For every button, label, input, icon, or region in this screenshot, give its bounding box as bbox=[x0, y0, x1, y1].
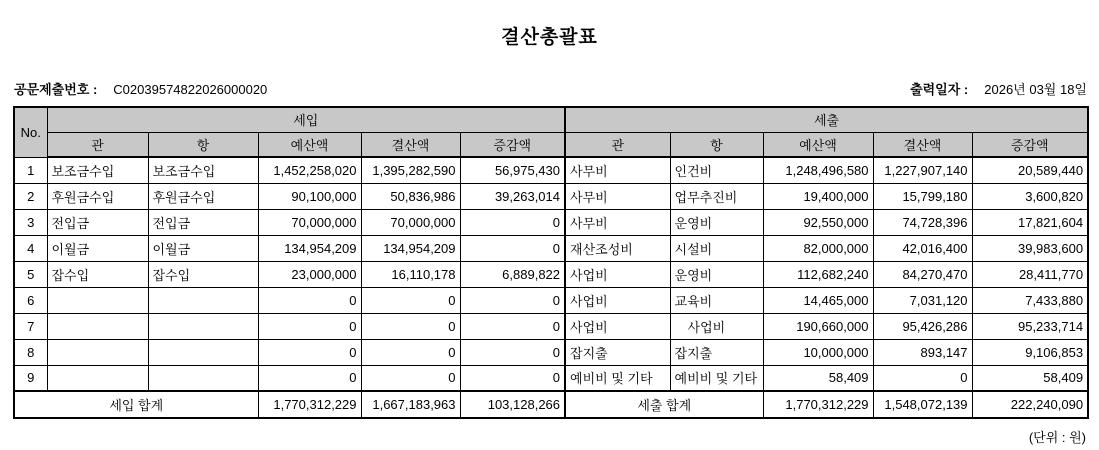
table-footer bbox=[14, 391, 1088, 418]
print-date-value: 2026년 03월 18일 bbox=[984, 82, 1087, 97]
revenue-group-header: 세입 bbox=[47, 107, 565, 132]
rev-hang-cell bbox=[148, 287, 258, 313]
rev-settlement-header: 결산액 bbox=[361, 132, 460, 157]
exp-gwan-cell: 재산조성비 bbox=[565, 235, 670, 261]
rev-settlement-cell: 50,836,986 bbox=[361, 183, 460, 209]
exp-hang-cell: 예비비 및 기타 bbox=[670, 365, 763, 391]
rev-gwan-cell: 보조금수입 bbox=[47, 157, 148, 183]
revenue-total-settlement: 1,667,183,963 bbox=[361, 391, 460, 418]
row-no-cell: 7 bbox=[14, 313, 47, 339]
exp-hang-cell: 운영비 bbox=[670, 209, 763, 235]
rev-diff-header: 증감액 bbox=[460, 132, 565, 157]
table-row bbox=[14, 183, 1088, 209]
exp-hang-cell: 잡지출 bbox=[670, 339, 763, 365]
rev-hang-header: 항 bbox=[148, 132, 258, 157]
rev-diff-cell: 0 bbox=[460, 209, 565, 235]
exp-hang-cell: 인건비 bbox=[670, 157, 763, 183]
exp-settlement-cell: 95,426,286 bbox=[873, 313, 972, 339]
exp-settlement-header: 결산액 bbox=[873, 132, 972, 157]
exp-hang-cell: 시설비 bbox=[670, 235, 763, 261]
doc-number bbox=[14, 79, 267, 98]
meta-row bbox=[14, 79, 1087, 98]
row-no-cell: 2 bbox=[14, 183, 47, 209]
unit-note: (단위 : 원) bbox=[1028, 430, 1086, 445]
doc-number-label: 공문제출번호 : bbox=[14, 82, 98, 97]
rev-budget-cell: 23,000,000 bbox=[258, 261, 361, 287]
page-title: 결산총괄표 bbox=[501, 27, 598, 48]
expense-total-label: 세출 합계 bbox=[565, 391, 763, 418]
expense-group-header: 세출 bbox=[565, 107, 1088, 132]
rev-budget-cell: 0 bbox=[258, 313, 361, 339]
rev-hang-cell: 이월금 bbox=[148, 235, 258, 261]
rev-settlement-cell: 70,000,000 bbox=[361, 209, 460, 235]
rev-gwan-cell bbox=[47, 365, 148, 391]
exp-settlement-cell: 893,147 bbox=[873, 339, 972, 365]
exp-hang-header: 항 bbox=[670, 132, 763, 157]
rev-gwan-cell bbox=[47, 313, 148, 339]
rev-diff-cell: 6,889,822 bbox=[460, 261, 565, 287]
rev-diff-cell: 0 bbox=[460, 339, 565, 365]
rev-hang-cell bbox=[148, 339, 258, 365]
rev-diff-cell: 0 bbox=[460, 235, 565, 261]
rev-budget-header: 예산액 bbox=[258, 132, 361, 157]
rev-settlement-cell: 16,110,178 bbox=[361, 261, 460, 287]
exp-gwan-cell: 사무비 bbox=[565, 157, 670, 183]
table-header bbox=[14, 107, 1088, 157]
exp-gwan-cell: 잡지출 bbox=[565, 339, 670, 365]
rev-hang-cell: 보조금수입 bbox=[148, 157, 258, 183]
exp-diff-cell: 58,409 bbox=[972, 365, 1088, 391]
rev-budget-cell: 1,452,258,020 bbox=[258, 157, 361, 183]
exp-diff-header: 증감액 bbox=[972, 132, 1088, 157]
exp-gwan-header: 관 bbox=[565, 132, 670, 157]
exp-hang-cell: 업무추진비 bbox=[670, 183, 763, 209]
expense-total-diff: 222,240,090 bbox=[972, 391, 1088, 418]
print-date-label: 출력일자 : bbox=[910, 82, 969, 97]
table-row bbox=[14, 365, 1088, 391]
exp-hang-cell: 사업비 bbox=[670, 313, 763, 339]
exp-gwan-cell: 예비비 및 기타 bbox=[565, 365, 670, 391]
exp-settlement-cell: 1,227,907,140 bbox=[873, 157, 972, 183]
group-header-row bbox=[14, 107, 1088, 132]
rev-diff-cell: 0 bbox=[460, 365, 565, 391]
exp-budget-header: 예산액 bbox=[763, 132, 873, 157]
rev-gwan-cell: 이월금 bbox=[47, 235, 148, 261]
exp-budget-cell: 112,682,240 bbox=[763, 261, 873, 287]
exp-diff-cell: 20,589,440 bbox=[972, 157, 1088, 183]
rev-gwan-cell bbox=[47, 287, 148, 313]
revenue-total-budget: 1,770,312,229 bbox=[258, 391, 361, 418]
table-row bbox=[14, 287, 1088, 313]
rev-gwan-cell: 잡수입 bbox=[47, 261, 148, 287]
exp-budget-cell: 190,660,000 bbox=[763, 313, 873, 339]
exp-diff-cell: 17,821,604 bbox=[972, 209, 1088, 235]
row-no-cell: 4 bbox=[14, 235, 47, 261]
row-no-cell: 1 bbox=[14, 157, 47, 183]
exp-gwan-cell: 사업비 bbox=[565, 313, 670, 339]
exp-budget-cell: 14,465,000 bbox=[763, 287, 873, 313]
rev-settlement-cell: 1,395,282,590 bbox=[361, 157, 460, 183]
exp-settlement-cell: 84,270,470 bbox=[873, 261, 972, 287]
rev-settlement-cell: 0 bbox=[361, 313, 460, 339]
exp-settlement-cell: 74,728,396 bbox=[873, 209, 972, 235]
exp-budget-cell: 92,550,000 bbox=[763, 209, 873, 235]
exp-budget-cell: 10,000,000 bbox=[763, 339, 873, 365]
revenue-total-label: 세입 합계 bbox=[14, 391, 258, 418]
revenue-total-diff: 103,128,266 bbox=[460, 391, 565, 418]
settlement-summary-table bbox=[13, 106, 1089, 419]
rev-budget-cell: 134,954,209 bbox=[258, 235, 361, 261]
no-header-cell: No. bbox=[14, 107, 47, 157]
row-no-cell: 8 bbox=[14, 339, 47, 365]
table-row bbox=[14, 313, 1088, 339]
rev-hang-cell: 전입금 bbox=[148, 209, 258, 235]
rev-hang-cell: 후원금수입 bbox=[148, 183, 258, 209]
doc-number-value: C02039574822026000020 bbox=[113, 82, 268, 97]
exp-hang-cell: 교육비 bbox=[670, 287, 763, 313]
rev-budget-cell: 0 bbox=[258, 287, 361, 313]
table-body bbox=[14, 157, 1088, 391]
exp-settlement-cell: 15,799,180 bbox=[873, 183, 972, 209]
rev-diff-cell: 0 bbox=[460, 313, 565, 339]
row-no-cell: 6 bbox=[14, 287, 47, 313]
exp-gwan-cell: 사업비 bbox=[565, 287, 670, 313]
totals-row bbox=[14, 391, 1088, 418]
rev-gwan-cell bbox=[47, 339, 148, 365]
print-date bbox=[910, 79, 1087, 98]
exp-diff-cell: 3,600,820 bbox=[972, 183, 1088, 209]
exp-diff-cell: 28,411,770 bbox=[972, 261, 1088, 287]
exp-budget-cell: 1,248,496,580 bbox=[763, 157, 873, 183]
exp-diff-cell: 95,233,714 bbox=[972, 313, 1088, 339]
exp-gwan-cell: 사업비 bbox=[565, 261, 670, 287]
row-no-cell: 3 bbox=[14, 209, 47, 235]
expense-total-settlement: 1,548,072,139 bbox=[873, 391, 972, 418]
exp-settlement-cell: 42,016,400 bbox=[873, 235, 972, 261]
rev-gwan-header: 관 bbox=[47, 132, 148, 157]
rev-settlement-cell: 0 bbox=[361, 365, 460, 391]
rev-gwan-cell: 전입금 bbox=[47, 209, 148, 235]
rev-budget-cell: 90,100,000 bbox=[258, 183, 361, 209]
exp-diff-cell: 7,433,880 bbox=[972, 287, 1088, 313]
rev-hang-cell: 잡수입 bbox=[148, 261, 258, 287]
rev-gwan-cell: 후원금수입 bbox=[47, 183, 148, 209]
exp-gwan-cell: 사무비 bbox=[565, 209, 670, 235]
rev-settlement-cell: 0 bbox=[361, 287, 460, 313]
table-row bbox=[14, 339, 1088, 365]
exp-hang-cell: 운영비 bbox=[670, 261, 763, 287]
rev-diff-cell: 56,975,430 bbox=[460, 157, 565, 183]
table-row bbox=[14, 209, 1088, 235]
expense-total-budget: 1,770,312,229 bbox=[763, 391, 873, 418]
exp-settlement-cell: 0 bbox=[873, 365, 972, 391]
rev-hang-cell bbox=[148, 313, 258, 339]
exp-diff-cell: 39,983,600 bbox=[972, 235, 1088, 261]
rev-diff-cell: 39,263,014 bbox=[460, 183, 565, 209]
table-row bbox=[14, 157, 1088, 183]
row-no-cell: 9 bbox=[14, 365, 47, 391]
exp-budget-cell: 82,000,000 bbox=[763, 235, 873, 261]
exp-diff-cell: 9,106,853 bbox=[972, 339, 1088, 365]
sub-header-row bbox=[14, 132, 1088, 157]
rev-diff-cell: 0 bbox=[460, 287, 565, 313]
table-row bbox=[14, 261, 1088, 287]
exp-gwan-cell: 사무비 bbox=[565, 183, 670, 209]
rev-hang-cell bbox=[148, 365, 258, 391]
table-row bbox=[14, 235, 1088, 261]
rev-budget-cell: 70,000,000 bbox=[258, 209, 361, 235]
rev-settlement-cell: 134,954,209 bbox=[361, 235, 460, 261]
exp-settlement-cell: 7,031,120 bbox=[873, 287, 972, 313]
rev-budget-cell: 0 bbox=[258, 365, 361, 391]
exp-budget-cell: 19,400,000 bbox=[763, 183, 873, 209]
row-no-cell: 5 bbox=[14, 261, 47, 287]
rev-settlement-cell: 0 bbox=[361, 339, 460, 365]
exp-budget-cell: 58,409 bbox=[763, 365, 873, 391]
rev-budget-cell: 0 bbox=[258, 339, 361, 365]
